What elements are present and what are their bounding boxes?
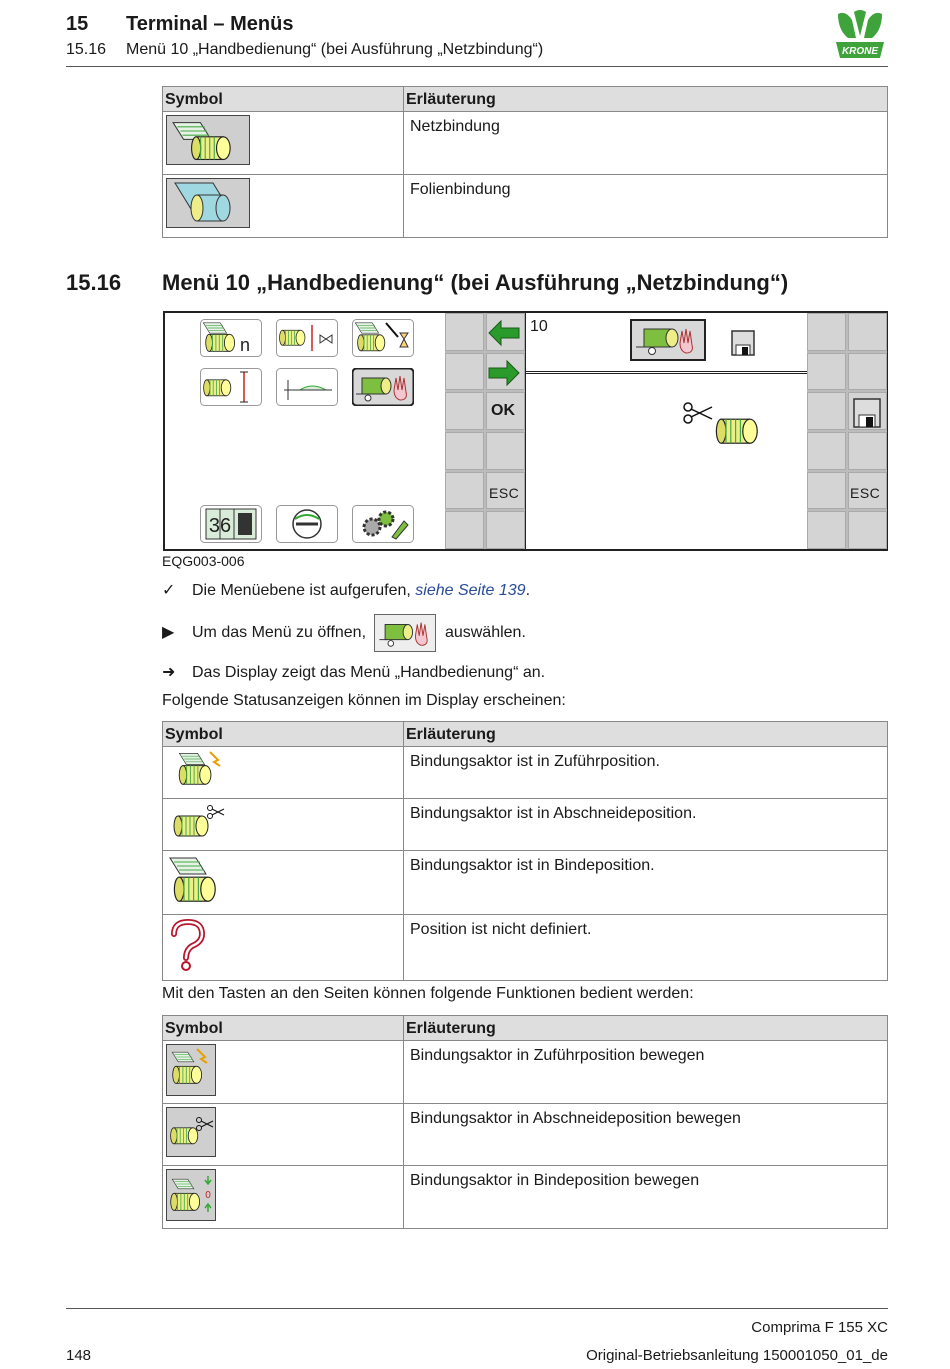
table-cell-text: Bindungsaktor in Zuführposition bewegen: [404, 1041, 888, 1104]
table-header-explanation: Erläuterung: [404, 1016, 888, 1041]
softkey[interactable]: [848, 313, 887, 351]
softkey[interactable]: [848, 353, 887, 391]
precondition-line: [162, 580, 530, 600]
table-cell-text: Bindungsaktor ist in Bindeposition.: [404, 851, 888, 915]
result-text: Das Display zeigt das Menü „Handbedienung“ an.: [192, 664, 546, 681]
status-intro: Folgende Statusanzeigen können im Display erscheinen:: [162, 692, 566, 709]
table-header-symbol: Symbol: [163, 1016, 404, 1041]
precondition-text: Die Menüebene ist aufgerufen,: [192, 582, 411, 599]
pressure-icon[interactable]: [200, 368, 262, 406]
precondition-end: .: [525, 582, 531, 599]
question-mark-icon: [166, 918, 210, 972]
softkey[interactable]: [848, 511, 887, 549]
table-header-explanation: Erläuterung: [404, 722, 888, 747]
table-cell-text: Bindungsaktor ist in Zuführposition.: [404, 747, 888, 799]
softkey[interactable]: [848, 432, 887, 470]
table-header-explanation: Erläuterung: [404, 87, 888, 112]
binding-timer-icon[interactable]: [352, 319, 414, 357]
softkey[interactable]: [445, 353, 484, 391]
esc-key[interactable]: ESC: [489, 485, 520, 501]
softkey[interactable]: [807, 511, 846, 549]
softkey[interactable]: [445, 472, 484, 510]
section-number-header: 15.16: [66, 41, 107, 58]
table-row: [163, 175, 888, 238]
triangle-bullet-icon: ▶: [162, 624, 175, 642]
figure-caption: EQG003-006: [162, 553, 245, 569]
page-number: 148: [66, 1347, 92, 1364]
status-table: [162, 721, 888, 981]
table-cell-text: Netzbindung: [404, 112, 888, 175]
save-icon: [730, 329, 756, 357]
terminal-menu-screen: [163, 311, 525, 551]
table-cell-text: Bindungsaktor ist in Abschneideposition.: [404, 799, 888, 851]
manual-operation-icon: [374, 614, 436, 652]
table-row: [163, 747, 888, 799]
softkey[interactable]: [445, 313, 484, 351]
result-line: [162, 662, 545, 682]
menu-number: 10: [530, 318, 548, 335]
manual-operation-icon: [630, 319, 706, 361]
left-softkey-column: [445, 313, 525, 549]
svg-text:n: n: [240, 335, 251, 355]
binding-menu-icon[interactable]: [200, 319, 262, 357]
right-softkey-column: [807, 313, 887, 549]
table-row: [163, 1166, 888, 1229]
softkey[interactable]: [445, 392, 484, 430]
softkey[interactable]: [445, 511, 484, 549]
bale-diameter-icon[interactable]: [276, 319, 338, 357]
action-line: [162, 614, 526, 652]
table-row: [163, 1041, 888, 1104]
table-row: [163, 851, 888, 915]
svg-text:0: 0: [205, 1190, 211, 1201]
cut-position-icon: [682, 399, 762, 451]
settings-icon[interactable]: [352, 505, 414, 543]
table-cell-text: Bindungsaktor in Bindeposition bewegen: [404, 1166, 888, 1229]
table-cell-text: Bindungsaktor in Abschneideposition bewegen: [404, 1104, 888, 1166]
feed-position-icon: [166, 750, 226, 790]
section-number: 15.16: [66, 270, 122, 295]
softkey[interactable]: [486, 432, 525, 470]
softkey[interactable]: [807, 472, 846, 510]
table-header-symbol: Symbol: [163, 722, 404, 747]
binding-type-table: [162, 86, 888, 238]
softkey[interactable]: [807, 392, 846, 430]
chapter-title: Terminal – Menüs: [126, 13, 294, 35]
table-cell-text: Folienbindung: [404, 175, 888, 238]
footer-document: Original-Betriebsanleitung 150001050_01_de: [586, 1347, 888, 1364]
esc-key[interactable]: ESC: [850, 485, 881, 501]
arrow-left-icon[interactable]: [487, 319, 521, 347]
net-binding-icon: [166, 115, 250, 165]
save-key-icon[interactable]: [852, 397, 882, 429]
softkey[interactable]: [486, 511, 525, 549]
footer-model: Comprima F 155 XC: [751, 1319, 888, 1336]
table-row: [163, 1104, 888, 1166]
move-bind-icon: [166, 1169, 216, 1221]
page-link[interactable]: siehe Seite 139: [415, 582, 526, 599]
table-cell-text: Position ist nicht definiert.: [404, 915, 888, 981]
action-text-end: auswählen.: [444, 624, 526, 642]
action-text: Um das Menü zu öffnen,: [192, 624, 367, 642]
svg-text:36: 36: [208, 515, 232, 537]
key-function-table: [162, 1015, 888, 1229]
cut-position-icon: [166, 802, 230, 842]
move-cut-icon: [166, 1107, 216, 1157]
keys-intro: Mit den Tasten an den Seiten können folgende Funktionen bedient werden:: [162, 985, 694, 1002]
table-row: [163, 112, 888, 175]
table-row: [163, 799, 888, 851]
softkey[interactable]: [807, 432, 846, 470]
softkey[interactable]: [445, 432, 484, 470]
bind-position-icon: [166, 854, 226, 906]
move-feed-icon: [166, 1044, 216, 1096]
film-binding-icon: [166, 178, 250, 228]
manual-operation-icon[interactable]: [352, 368, 414, 406]
footer-divider: [66, 1308, 888, 1309]
check-icon: ✓: [162, 582, 176, 599]
softkey[interactable]: [807, 313, 846, 351]
header-divider: [66, 66, 888, 67]
table-header-symbol: Symbol: [163, 87, 404, 112]
counter-icon[interactable]: [200, 505, 262, 543]
result-arrow-icon: ➜: [162, 664, 176, 681]
manual-operation-screen: [525, 311, 888, 551]
chapter-number: 15: [66, 13, 89, 35]
table-row: [163, 915, 888, 981]
isobus-icon[interactable]: [276, 505, 338, 543]
section-title-header: Menü 10 „Handbedienung“ (bei Ausführung „Netzbindung“): [126, 41, 544, 58]
svg-text:KRONE: KRONE: [841, 46, 879, 57]
arrow-right-icon[interactable]: [487, 359, 521, 387]
ok-key[interactable]: OK: [491, 402, 515, 419]
moisture-icon[interactable]: [276, 368, 338, 406]
softkey[interactable]: [807, 353, 846, 391]
section-title: Menü 10 „Handbedienung“ (bei Ausführung „Netzbindung“): [162, 270, 789, 295]
header-separator: [526, 371, 808, 374]
krone-logo: [832, 8, 888, 64]
